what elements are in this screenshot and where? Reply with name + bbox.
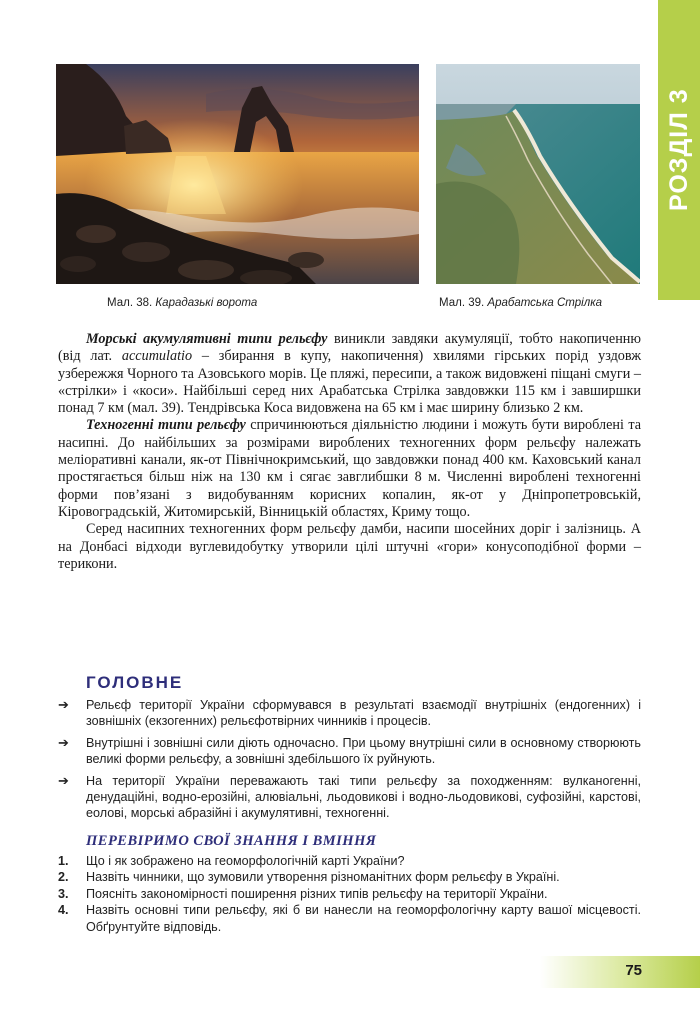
question-text: Поясніть закономірності поширення різних типів рельєфу на території України. (86, 886, 548, 901)
arrow-right-icon: ➔ (58, 697, 69, 712)
arabat-spit-photo (436, 64, 640, 284)
summary-heading: ГОЛОВНЕ (86, 673, 184, 692)
question-text: Що і як зображено на геоморфологічній карті України? (86, 854, 405, 868)
karadag-gate-photo (56, 64, 419, 284)
check-heading: ПЕРЕВІРИМО СВОЇ ЗНАННЯ І ВМІННЯ (86, 833, 377, 849)
summary-list (58, 697, 641, 827)
question-text: Назвіть чинники, що зумовили утворення різноманітних форм рельєфу в Україні. (86, 870, 560, 885)
question-text: Назвіть основні типи рельєфу, які б ви нанесли на геоморфологічну карту вашої місцевості. Обґрунтуйте відповідь. (86, 903, 641, 934)
section-tab (658, 0, 700, 300)
paragraph-embankments: Серед насипних техногенних форм рельєфу дамби, насипи шосейних доріг і залізниць. А на Донбасі відходи вуглевидобутку утворили цілі штучні «гори» конусоподібної форми – терикони. (58, 521, 641, 572)
question-list (58, 853, 641, 935)
paragraph-marine (58, 331, 641, 417)
body-text (58, 331, 641, 573)
summary-item (58, 735, 641, 768)
figure-39-title: Арабатська Стрілка (487, 297, 603, 309)
summary-item (58, 697, 641, 730)
paragraph-text: спричинюються діяльністю людини і можуть бути вироблені та насипні. До найбільших за розмірами вироблених техногенних форм рельєфу належать меліоративні канали, як-от Північнокримський, що завдовжки понад 400 км. Каховський канал простягається більш ніж на 130 км і сягає завглибшки 8 м. Численні вироблені техногенні форми пов’язані з видобуванням корисних копалин, як-от у Дніпропетровській, Кіровоградській, Житомирській, Вінницькій областях, Криму тощо. (58, 417, 641, 520)
summary-item (58, 773, 641, 822)
figure-38-label: Мал. 38. (107, 297, 153, 309)
question-number: 1. (58, 854, 69, 868)
arrow-right-icon: ➔ (58, 772, 69, 788)
question-number: 4. (58, 903, 69, 918)
section-tab-label: РОЗДІЛ 3 (665, 88, 693, 212)
question-item (58, 902, 641, 935)
page-number-bar (540, 956, 700, 988)
question-item (58, 886, 641, 902)
term-marine: Морські акумулятивні типи рельєфу (86, 331, 328, 347)
figure-39-caption (439, 297, 602, 309)
question-number: 3. (58, 886, 69, 901)
summary-item-text: На території України переважають такі типи рельєфу за походженням: вулканогенні, денудаційні, водно-ерозійні, алювіальні, льодовикові і водно-льодовикові, суфозійні, карстові, еолові, морські абразійні і акумулятивні, техногенні. (86, 773, 641, 821)
question-item (58, 869, 641, 885)
latin-term: accumulatio (121, 348, 193, 365)
summary-item-text: Рельєф території України сформувався в результаті взаємодії внутрішніх (ендогенних) і зовнішніх (екзогенних) рельєфотвірних чинників і процесів. (86, 698, 641, 729)
page-number: 75 (625, 962, 642, 979)
summary-item-text: Внутрішні і зовнішні сили діють одночасно. При цьому внутрішні сили в основному створюють великі форми рельєфу, а зовнішні здебільшого їх руйнують. (86, 735, 641, 767)
figure-39-label: Мал. 39. (439, 297, 485, 309)
paragraph-text: виникли завдяки акумуляції, тобто накопиченню (від лат. (58, 331, 641, 365)
question-item (58, 853, 641, 869)
term-technogenic: Техногенні типи рельєфу (86, 417, 246, 434)
figure-38-caption (107, 297, 257, 309)
question-number: 2. (58, 870, 69, 885)
figure-38-title: Карадазькі ворота (155, 297, 258, 309)
arrow-right-icon: ➔ (58, 734, 69, 750)
paragraph-text: – збирання в купу, накопичення) хвилями гірських порід уздовж узбережжя Чорного та Азовського морів. Це пляжі, пересипи, а також видовжені піщані смуги – «стрілки» і «коси». Найбільші серед них Арабатська Стрілка завдовжки 115 км і завширшки понад 7 км (мал. 39). Тендрівська Коса видовжена на 65 км і має ширину близько 2 км. (58, 348, 641, 417)
paragraph-technogenic (58, 417, 641, 521)
